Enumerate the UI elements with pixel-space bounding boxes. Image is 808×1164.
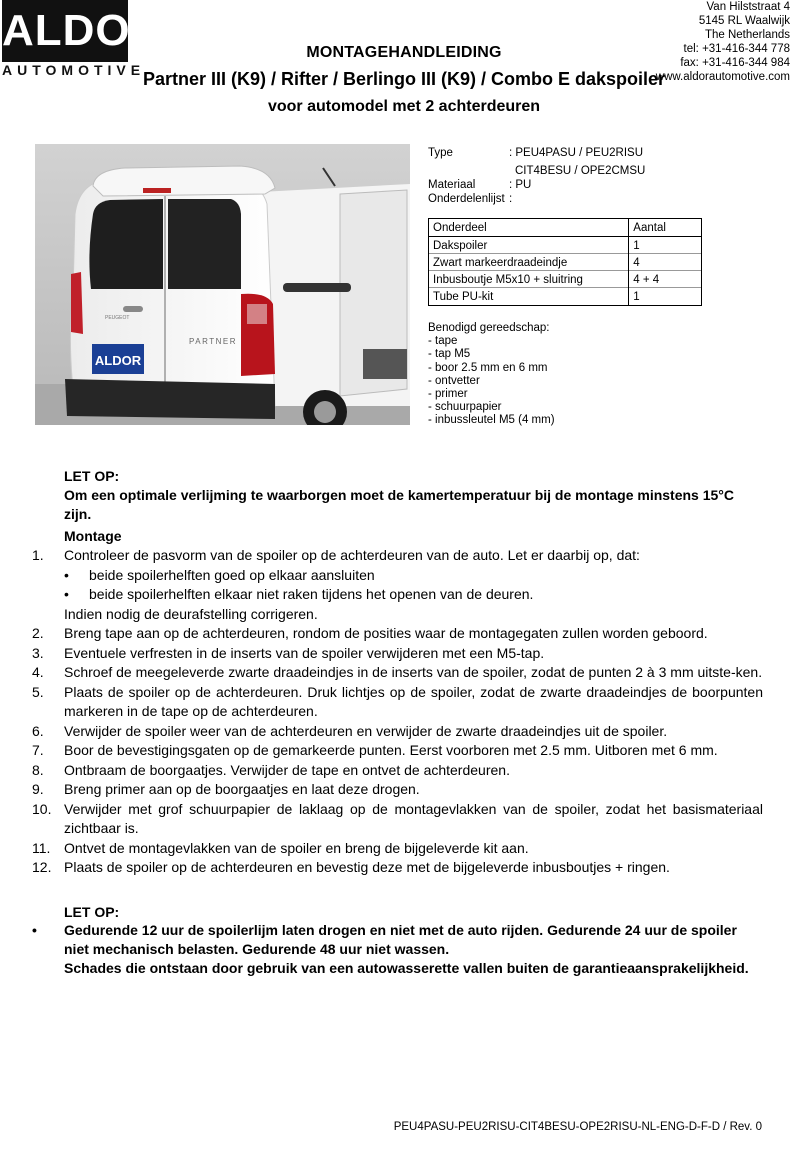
step-item bbox=[0, 761, 808, 781]
step-item bbox=[0, 839, 808, 859]
list-item: - tap M5 bbox=[428, 348, 471, 361]
part-qty: 1 bbox=[629, 237, 702, 255]
part-name: Tube PU-kit bbox=[429, 288, 629, 306]
bullet-icon: • bbox=[32, 922, 37, 938]
brand-badge: PEUGEOT bbox=[105, 315, 130, 321]
part-qty: 4 + 4 bbox=[629, 271, 702, 288]
parts-label: Onderdelenlijst bbox=[428, 193, 505, 205]
step-text: Plaats de spoiler op de achterdeuren en bevestig deze met de bijgeleverde inbusboutjes + ringen. bbox=[64, 859, 670, 875]
header-aantal: Aantal bbox=[629, 219, 702, 237]
list-item: - schuurpapier bbox=[428, 401, 502, 414]
address-city: 5145 RL Waalwijk bbox=[698, 15, 790, 27]
tools-heading: Benodigd gereedschap: bbox=[428, 322, 550, 334]
part-qty: 1 bbox=[629, 288, 702, 306]
temperature-note: Om een optimale verlijming te waarborgen moet de kamertemperatuur bij de montage minstens 15°C zijn. bbox=[64, 487, 734, 522]
step-text: Plaats de spoiler op de achterdeuren. Druk lichtjes op de spoiler, zodat de zwarte draadeindjes de boorpunten markeren in de tape op de achterdeuren. bbox=[64, 683, 763, 719]
step-item bbox=[0, 741, 808, 761]
address-fax: fax: +31-416-344 984 bbox=[680, 57, 790, 69]
list-item: - ontvetter bbox=[428, 374, 480, 387]
step-number: 5. bbox=[32, 683, 44, 700]
address-website: www.aldorautomotive.com bbox=[655, 71, 790, 83]
step-item bbox=[0, 722, 808, 742]
step-text: Ontvet de montagevlakken van de spoiler en breng de bijgeleverde kit aan. bbox=[64, 839, 529, 856]
step-item bbox=[0, 858, 808, 878]
type-label: Type bbox=[428, 147, 453, 159]
bullet-item bbox=[64, 566, 808, 586]
montage-heading: Montage bbox=[64, 528, 122, 544]
material-label: Materiaal bbox=[428, 179, 476, 191]
step-item bbox=[0, 624, 808, 644]
document-reference: PEU4PASU-PEU2RISU-CIT4BESU-OPE2RISU-NL-ENG-D-F-D / Rev. 0 bbox=[393, 1121, 762, 1133]
step-item bbox=[0, 546, 808, 566]
part-name: Dakspoiler bbox=[429, 237, 629, 255]
step-text: Boor de bevestigingsgaten op de gemarkeerde punten. Eerst voorboren met 2.5 mm. Uitboren met 6 mm. bbox=[64, 742, 718, 758]
van-illustration bbox=[35, 144, 410, 425]
curing-note bbox=[0, 921, 808, 978]
step-number: 11. bbox=[32, 839, 51, 856]
step-number: 3. bbox=[32, 644, 44, 661]
list-item: - tape bbox=[428, 335, 458, 348]
table-header-row bbox=[429, 219, 702, 237]
curing-text: Gedurende 12 uur de spoilerlijm laten drogen en niet met de auto rijden. Gedurende 24 uur de spoiler niet mechanisch belasten. Gedurende 48 uur niet wassen. bbox=[64, 922, 737, 957]
aldor-logo bbox=[2, 0, 164, 80]
address-tel: tel: +31-416-344 778 bbox=[683, 43, 790, 55]
note-heading: LET OP: bbox=[64, 904, 120, 920]
parts-value: : bbox=[509, 193, 513, 205]
step-text: Verwijder met grof schuurpapier de laklaag op de montagevlakken van de spoiler, zodat het basismateriaal zichtbaar is. bbox=[64, 800, 763, 836]
step-text: Controleer de pasvorm van de spoiler op de achterdeuren van de auto. Let er daarbij op, dat: bbox=[64, 547, 640, 563]
table-row bbox=[429, 254, 702, 271]
step-item bbox=[0, 800, 808, 839]
list-item: - boor 2.5 mm en 6 mm bbox=[428, 361, 548, 374]
table-row bbox=[429, 271, 702, 288]
step-item bbox=[0, 663, 808, 683]
note-heading: LET OP: bbox=[64, 468, 120, 484]
step-text: Verwijder de spoiler weer van de achterdeuren en verwijder de zwarte draadeindjes uit de spoiler. bbox=[64, 722, 668, 739]
step-number: 10. bbox=[32, 800, 52, 817]
step-text: Breng tape aan op de achterdeuren, rondom de posities waar de montagegaten zullen worden geboord. bbox=[64, 625, 708, 641]
bullet-text: beide spoilerhelften goed op elkaar aansluiten bbox=[89, 566, 375, 583]
step-text: Breng primer aan op de boorgaatjes en laat deze drogen. bbox=[64, 781, 420, 797]
step-text: Schroef de meegeleverde zwarte draadeindjes in de inserts van de spoiler, zodat de punten 2 à 3 mm uitste-ken. bbox=[64, 664, 763, 680]
montage-steps bbox=[0, 546, 808, 878]
logo-subtitle: AUTOMOTIVE bbox=[2, 62, 146, 78]
step-text: Eventuele verfresten in de inserts van de spoiler verwijderen met een M5-tap. bbox=[64, 644, 545, 661]
document-title: MONTAGEHANDLEIDING bbox=[306, 44, 502, 61]
parts-table bbox=[428, 218, 702, 306]
step-text: Indien nodig de deurafstelling corrigeren. bbox=[64, 605, 318, 622]
step-number: 2. bbox=[32, 625, 44, 641]
bullet-icon: • bbox=[64, 586, 69, 602]
step-number: 1. bbox=[32, 547, 44, 563]
step-number: 12. bbox=[32, 859, 52, 875]
part-qty: 4 bbox=[629, 254, 702, 271]
model-badge: PARTNER bbox=[189, 337, 237, 346]
part-name: Inbusboutje M5x10 + sluitring bbox=[429, 271, 629, 288]
list-item: - inbussleutel M5 (4 mm) bbox=[428, 414, 555, 427]
step-item bbox=[0, 683, 808, 722]
step-item bbox=[0, 780, 808, 800]
plate-text: ALDOR bbox=[94, 353, 142, 368]
product-photo bbox=[35, 144, 410, 425]
bullet-text: beide spoilerhelften elkaar niet raken tijdens het openen van de deuren. bbox=[89, 586, 534, 602]
vehicle-title: Partner III (K9) / Rifter / Berlingo III (K9) / Combo E dakspoiler bbox=[142, 69, 666, 89]
step-number: 4. bbox=[32, 664, 44, 680]
step-number: 8. bbox=[32, 761, 44, 778]
bullet-item bbox=[64, 585, 808, 605]
table-row bbox=[429, 237, 702, 255]
bullet-icon: • bbox=[64, 566, 69, 583]
step-number: 9. bbox=[32, 781, 44, 797]
part-name: Zwart markeerdraadeindje bbox=[429, 254, 629, 271]
step-number: 6. bbox=[32, 722, 44, 739]
step-text: Ontbraam de boorgaatjes. Verwijder de tape en ontvet de achterdeuren. bbox=[64, 761, 510, 778]
type-value-2: CIT4BESU / OPE2CMSU bbox=[515, 165, 646, 177]
address-country: The Netherlands bbox=[704, 29, 790, 41]
table-row bbox=[429, 288, 702, 306]
warranty-text: Schades die ontstaan door gebruik van een autowasserette vallen buiten de garantieaansprakelijkheid. bbox=[64, 960, 749, 976]
list-item: - primer bbox=[428, 388, 468, 401]
step-item bbox=[0, 644, 808, 664]
vehicle-variant: voor automodel met 2 achterdeuren bbox=[267, 98, 541, 115]
material-value: : PU bbox=[509, 179, 532, 191]
logo-wordmark: ALDOR bbox=[2, 0, 128, 62]
type-value: : PEU4PASU / PEU2RISU bbox=[509, 147, 643, 159]
step-number: 7. bbox=[32, 742, 44, 758]
tools-list bbox=[428, 322, 555, 428]
header-onderdeel: Onderdeel bbox=[429, 219, 629, 237]
address-street: Van Hilststraat 4 bbox=[706, 1, 790, 13]
